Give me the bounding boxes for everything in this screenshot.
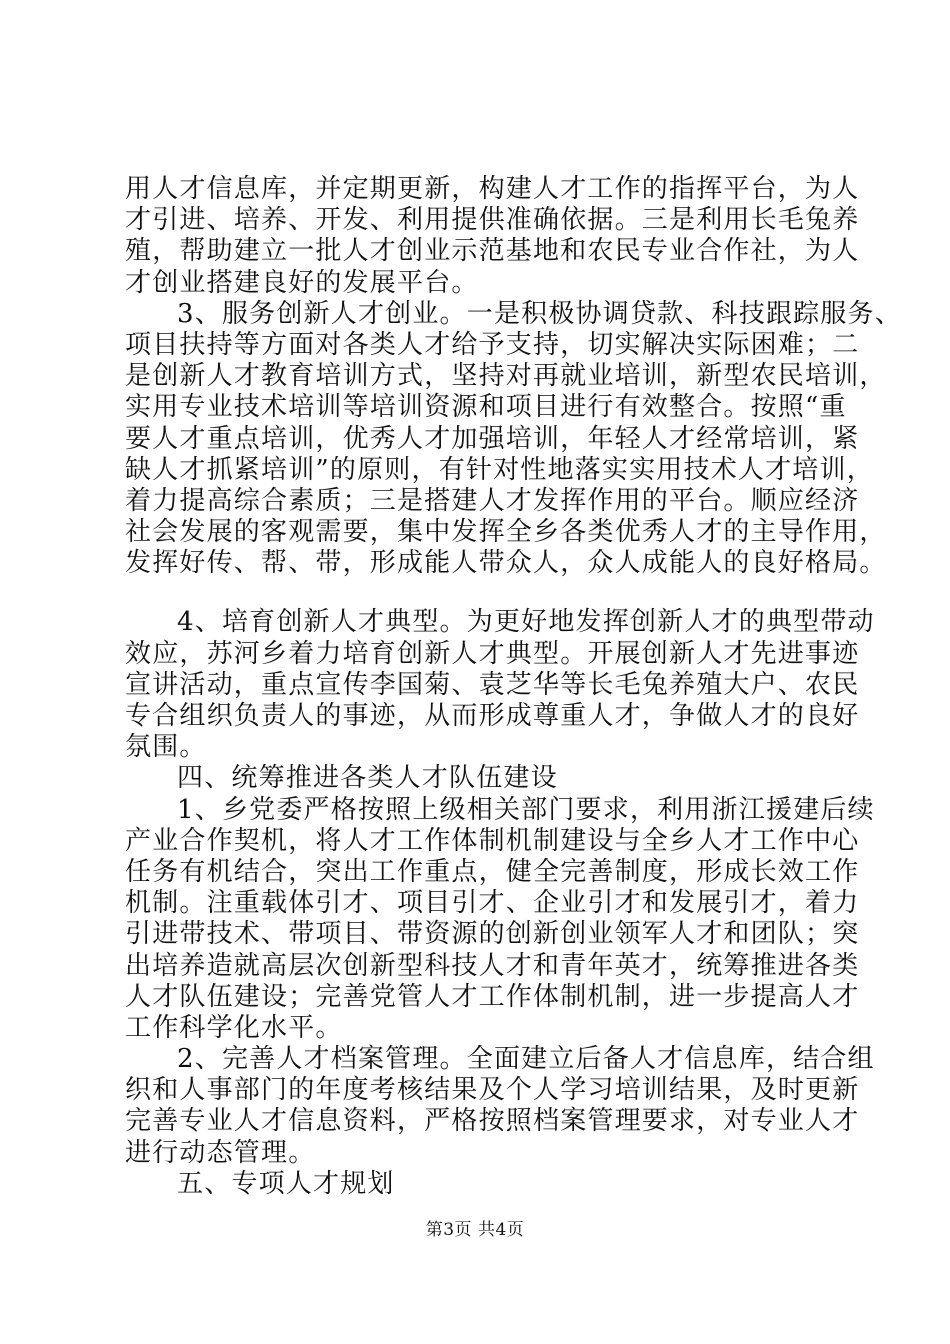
text-line: 项目扶持等方面对各类人才给予支持，切实解决实际困难；二 [125,329,860,360]
text-line: 人才队伍建设；完善党管人才工作体制机制，进一步提高人才 [125,981,860,1012]
text-line: 完善专业人才信息资料，严格按照档案管理要求，对专业人才 [125,1106,860,1137]
text-line: 发挥好传、帮、带，形成能人带众人，众人成能人的良好格局。 [125,548,887,579]
text-line: 缺人才抓紧培训”的原则，有针对性地落实实用技术人才培训， [125,454,874,485]
text-line: 社会发展的客观需要，集中发挥全乡各类优秀人才的主导作用， [125,517,887,548]
text-line: 实用专业技术培训等培训资源和项目进行有效整合。按照“重 [125,392,847,423]
text-line: 用人才信息库，并定期更新，构建人才工作的指挥平台，为人 [125,174,860,204]
text-line: 才创业搭建良好的发展平台。 [125,267,479,298]
text-line: 出培养造就高层次创新型科技人才和青年英才，统筹推进各类 [125,950,860,981]
text-line: 专合组织负责人的事迹，从而形成尊重人才，争做人才的良好 [125,701,860,731]
paragraph [125,298,902,580]
text-line: 4、培育创新人才典型。为更好地发挥创新人才的典型带动 [177,607,875,638]
text-line: 进行动态管理。 [125,1137,316,1168]
section-heading [125,763,845,794]
heading-line: 四、统筹推进各类人才队伍建设 [177,763,558,794]
paragraph [125,607,875,763]
text-line: 着力提高综合素质；三是搭建人才发挥作用的平台。顺应经济 [125,485,860,516]
paragraph [125,1044,875,1169]
text-line: 才引进、培养、开发、利用提供准确依据。三是利用长毛兔养 [125,205,860,236]
document-body [125,174,902,1200]
text-line: 效应，苏河乡着力培育创新人才典型。开展创新人才先进事迹 [125,638,860,669]
text-line: 产业合作契机，将人才工作体制机制建设与全乡人才工作中心 [125,825,860,856]
paragraph [125,174,860,299]
page-number-footer: 第3页 共4页 [425,1220,525,1240]
section-heading [125,1169,845,1200]
text-line: 工作科学化水平。 [125,1012,343,1043]
paragraph-spacer [125,579,845,607]
text-line: 1、乡党委严格按照上级相关部门要求，利用浙江援建后续 [177,794,875,825]
text-line: 织和人事部门的年度考核结果及个人学习培训结果，及时更新 [125,1075,860,1106]
text-line: 任务有机结合，突出工作重点，健全完善制度，形成长效工作 [125,856,860,887]
text-line: 要人才重点培训，优秀人才加强培训，年轻人才经常培训，紧 [125,423,860,454]
text-line: 氛围。 [125,732,207,763]
text-line: 是创新人才教育培训方式，坚持对再就业培训，新型农民培训， [125,361,887,392]
text-line: 3、服务创新人才创业。一是积极协调贷款、科技跟踪服务、 [177,298,902,329]
text-line: 引进带技术、带项目、带资源的创新创业领军人才和团队；突 [125,919,860,950]
text-line: 2、完善人才档案管理。全面建立后备人才信息库，结合组 [177,1044,875,1075]
heading-line: 五、专项人才规划 [177,1168,395,1199]
text-line: 宣讲活动，重点宣传李国菊、袁芝华等长毛兔养殖大户、农民 [125,669,860,700]
paragraph [125,794,875,1045]
text-line: 殖，帮助建立一批人才创业示范基地和农民专业合作社，为人 [125,236,860,267]
text-line: 机制。注重载体引才、项目引才、企业引才和发展引才，着力 [125,888,860,919]
